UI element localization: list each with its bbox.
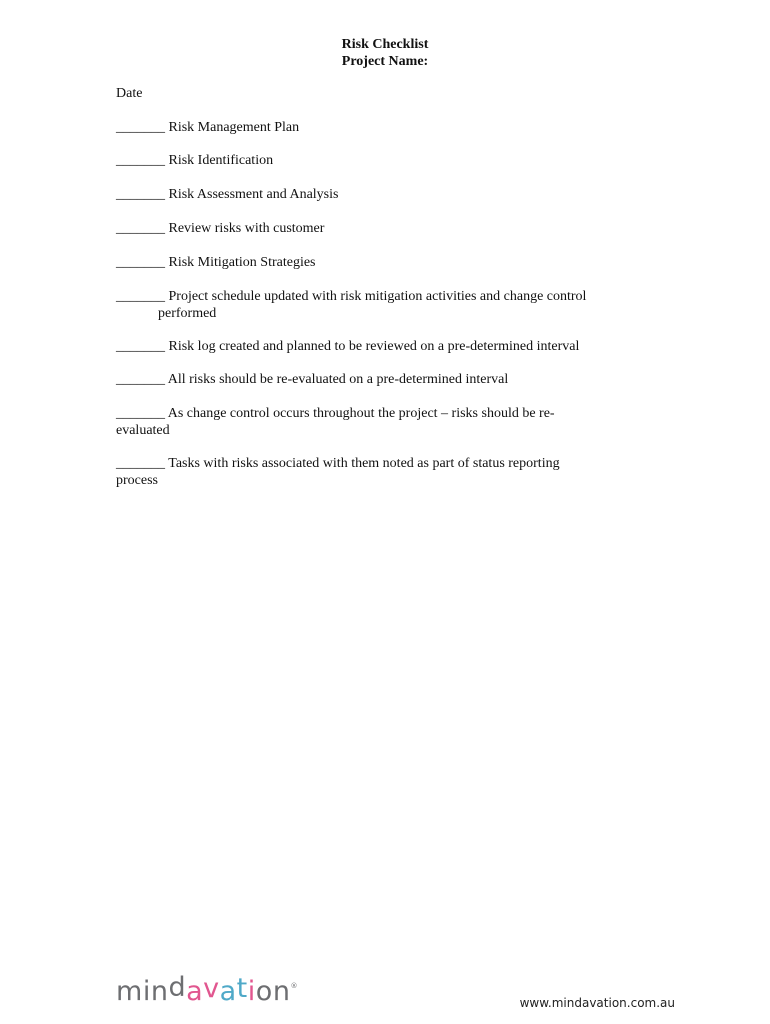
- checklist-blank[interactable]: _______: [116, 406, 165, 421]
- checklist-item: [116, 220, 646, 237]
- checklist-item-text: Risk Assessment and Analysis: [168, 187, 339, 202]
- checklist-item-text: Risk log created and planned to be reviewed on a pre-determined interval: [168, 339, 580, 354]
- project-name-label: Project Name:: [341, 54, 429, 69]
- document-title: Risk Checklist: [341, 37, 429, 52]
- checklist-item: [116, 288, 646, 322]
- checklist-item: [116, 186, 646, 203]
- checklist-item-text: Risk Management Plan: [168, 120, 300, 135]
- checklist-item-text: Risk Mitigation Strategies: [168, 255, 316, 270]
- checklist-item: [116, 371, 646, 388]
- logo-letter: a: [219, 976, 237, 1007]
- checklist-item-text: Review risks with customer: [168, 221, 325, 236]
- checklist-blank[interactable]: _______: [116, 187, 165, 202]
- checklist-item: [116, 254, 646, 271]
- checklist-item: [116, 455, 646, 489]
- logo-wordmark: [116, 972, 291, 1007]
- checklist-item-continuation: performed: [158, 306, 217, 321]
- mindavation-logo: [116, 972, 298, 1008]
- logo-letter: n: [272, 976, 291, 1007]
- checklist-blank[interactable]: _______: [116, 255, 165, 270]
- registered-mark: ®: [290, 982, 298, 990]
- website-url[interactable]: www.mindavation.com.au: [519, 996, 675, 1010]
- checklist-item-continuation: process: [116, 473, 158, 488]
- logo-letter: i: [247, 976, 256, 1007]
- checklist-item: [116, 152, 646, 169]
- logo-letter: n: [150, 976, 169, 1007]
- checklist-blank[interactable]: _______: [116, 372, 165, 387]
- title-block: [0, 36, 770, 70]
- checklist-item: [116, 119, 646, 136]
- checklist-item-text: Tasks with risks associated with them noted as part of status reporting: [168, 456, 560, 471]
- checklist-item-text: All risks should be re-evaluated on a pre-determined interval: [167, 372, 509, 387]
- checklist-item-continuation: evaluated: [116, 423, 170, 438]
- checklist-blank[interactable]: _______: [116, 289, 165, 304]
- logo-letter: o: [255, 976, 273, 1007]
- logo-letter: v: [203, 973, 220, 1004]
- checklist-item-text: Project schedule updated with risk mitigation activities and change control: [168, 289, 587, 304]
- checklist-item: [116, 405, 646, 439]
- logo-letter: t: [236, 973, 248, 1004]
- checklist-blank[interactable]: _______: [116, 153, 165, 168]
- logo-letter: a: [186, 976, 204, 1007]
- checklist-blank[interactable]: _______: [116, 221, 165, 236]
- checklist-blank[interactable]: _______: [116, 120, 165, 135]
- checklist-item-text: Risk Identification: [168, 153, 274, 168]
- logo-letter: m: [116, 976, 143, 1007]
- checklist-blank[interactable]: _______: [116, 339, 165, 354]
- logo-letter: d: [168, 972, 187, 1003]
- checklist-item: [116, 338, 646, 355]
- logo-letter: i: [142, 976, 151, 1007]
- date-label: Date: [116, 86, 143, 101]
- checklist-blank[interactable]: _______: [116, 456, 165, 471]
- checklist-item-text: As change control occurs throughout the project – risks should be re-: [167, 406, 555, 421]
